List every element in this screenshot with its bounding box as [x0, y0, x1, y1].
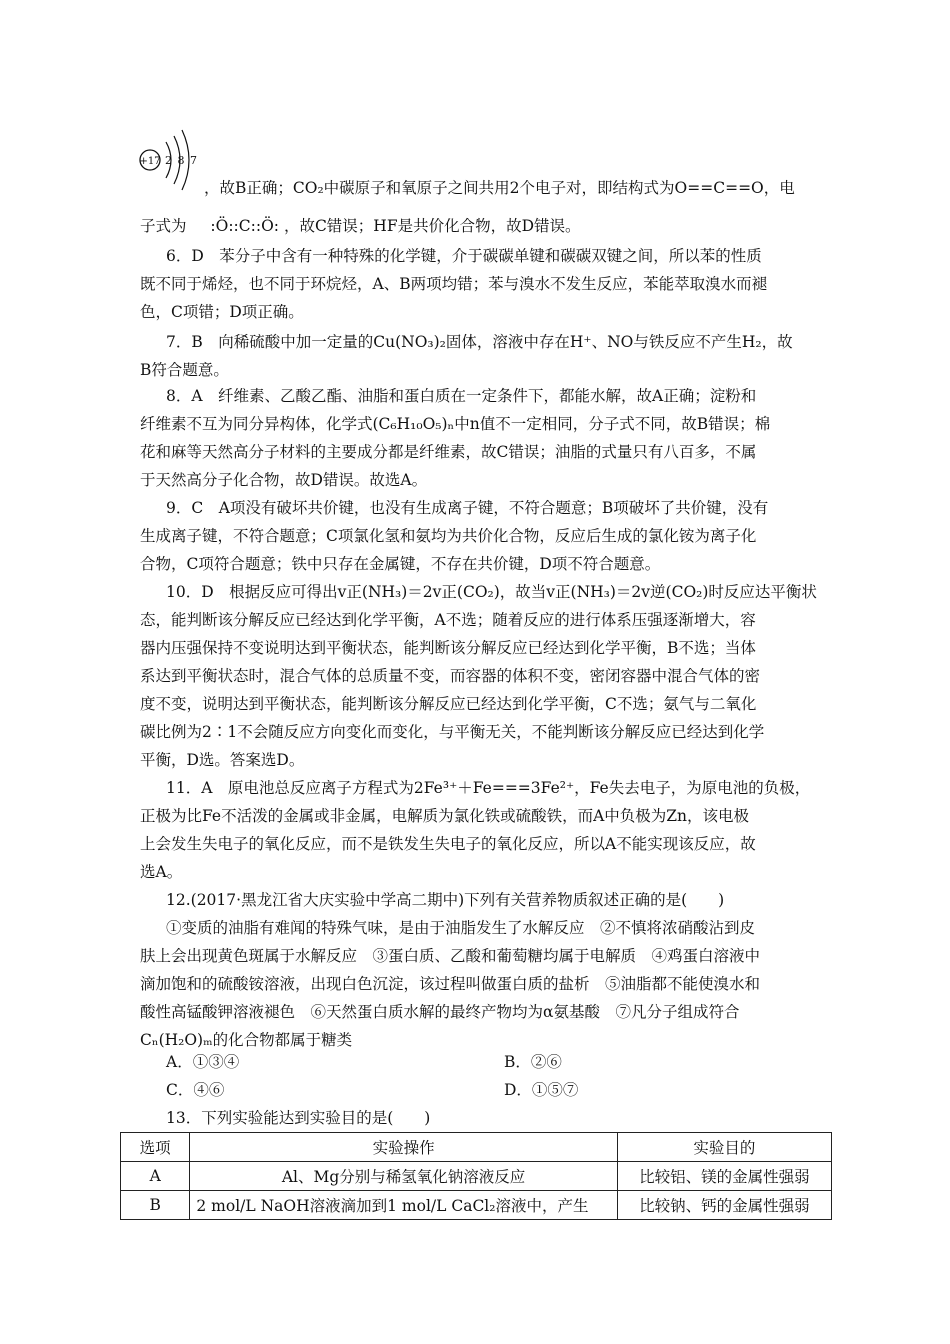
q12-option-b: B．②⑥ — [504, 1053, 562, 1071]
q12-statement-line-4: 酸性高锰酸钾溶液褪色 ⑥天然蛋白质水解的最终产物均为α氨基酸 ⑦凡分子组成符合 — [140, 1003, 740, 1021]
q12-option-d: D．①⑤⑦ — [504, 1081, 579, 1099]
q10-line-2: 态，能判断该分解反应已经达到化学平衡，A不选；随着反应的进行体系压强逐渐增大，容 — [140, 611, 756, 629]
row-a-purpose: 比较铝、镁的金属性强弱 — [617, 1162, 831, 1191]
q12-statement-line-1: ①变质的油脂有难闻的特殊气味，是由于油脂发生了水解反应 ②不慎将浓硝酸沾到皮 — [166, 919, 756, 937]
q6-line-2: 既不同于烯烃，也不同于环烷烃，A、B两项均错；苯与溴水不发生反应，苯能萃取溴水而褪 — [140, 275, 768, 293]
q8-line-1: 8．A 纤维素、乙酸乙酯、油脂和蛋白质在一定条件下，都能水解，故A正确；淀粉和 — [166, 387, 757, 405]
q10-line-7: 平衡，D选。答案选D。 — [140, 751, 305, 769]
q10-line-3: 器内压强保持不变说明达到平衡状态，能判断该分解反应已经达到化学平衡，B不选；当体 — [140, 639, 756, 657]
row-a-operation: Al、Mg分别与稀氢氧化钠溶液反应 — [190, 1162, 617, 1191]
q7-line-1: 7．B 向稀硫酸中加一定量的Cu(NO₃)₂固体，溶液中存在H⁺、NO与铁反应不产生H₂，故 — [166, 333, 793, 351]
q8-line-2: 纤维素不互为同分异构体，化学式(C₆H₁₀O₅)ₙ中n值不一定相同，分子式不同，故B错误；棉 — [140, 415, 771, 433]
q5-answer-line-2 — [140, 214, 581, 238]
table-row — [121, 1162, 832, 1191]
q10-line-4: 系达到平衡状态时，混合气体的总质量不变，而容器的体积不变，密闭容器中混合气体的密 — [140, 667, 761, 685]
q12-statement-line-3: 滴加饱和的硫酸铵溶液，出现白色沉淀，该过程叫做蛋白质的盐析 ⑤油脂都不能使溴水和 — [140, 975, 761, 993]
header-purpose: 实验目的 — [617, 1133, 831, 1162]
q8-line-4: 于天然高分子化合物，故D错误。故选A。 — [140, 471, 428, 489]
chlorine-atom-structure-diagram — [136, 120, 206, 200]
co2-electron-formula: :Ö::C::Ö: — [210, 217, 279, 235]
q5-line2-suffix: ，故C错误；HF是共价化合物，故D错误。 — [283, 217, 581, 235]
q5-line2-prefix: 子式为 — [140, 217, 187, 235]
row-b-option: B — [121, 1191, 190, 1220]
q6-line-1: 6．D 苯分子中含有一种特殊的化学键，介于碳碳单键和碳碳双键之间，所以苯的性质 — [166, 247, 762, 265]
q11-line-4: 选A。 — [140, 863, 183, 881]
q13-table — [120, 1132, 832, 1220]
table-header-row — [121, 1133, 832, 1162]
q12-option-c: C．④⑥ — [166, 1081, 225, 1099]
q11-line-3: 上会发生失电子的氧化反应，而不是铁发生失电子的氧化反应，所以A不能实现该反应，故 — [140, 835, 756, 853]
q13-stem: 13．下列实验能达到实验目的是( ) — [166, 1109, 431, 1127]
q5-answer-line-1: ，故B正确；CO₂中碳原子和氧原子之间共用2个电子对，即结构式为O==C==O，电 — [204, 179, 795, 197]
q10-line-1: 10．D 根据反应可得出v正(NH₃)＝2v正(CO₂)，故当v正(NH₃)＝2v逆(CO₂)时反应达平衡状 — [166, 583, 817, 601]
q9-line-2: 生成离子键，不符合题意；C项氯化氢和氨均为共价化合物，反应后生成的氯化铵为离子化 — [140, 527, 757, 545]
q11-line-2: 正极为比Fe不活泼的金属或非金属，电解质为氯化铁或硫酸铁，而A中负极为Zn，该电极 — [140, 807, 750, 825]
q12-stem: 12.(2017·黑龙江省大庆实验中学高二期中)下列有关营养物质叙述正确的是( ) — [166, 891, 725, 909]
q12-statement-line-5: Cₙ(H₂O)ₘ的化合物都属于糖类 — [140, 1031, 353, 1049]
header-operation: 实验操作 — [190, 1133, 617, 1162]
shell-electron-counts: 2 8 7 — [165, 154, 198, 167]
q7-line-2: B符合题意。 — [140, 361, 229, 379]
table-row — [121, 1191, 832, 1220]
header-option: 选项 — [121, 1133, 190, 1162]
q9-line-3: 合物，C项符合题意；铁中只存在金属键，不存在共价键，D项不符合题意。 — [140, 555, 661, 573]
q12-statement-line-2: 肤上会出现黄色斑属于水解反应 ③蛋白质、乙酸和葡萄糖均属于电解质 ④鸡蛋白溶液中 — [140, 947, 761, 965]
nucleus-charge: +17 — [139, 156, 161, 167]
q12-option-a: A．①③④ — [166, 1053, 240, 1071]
q10-line-5: 度不变，说明达到平衡状态，能判断该分解反应已经达到化学平衡，C不选；氨气与二氧化 — [140, 695, 757, 713]
q11-line-1: 11．A 原电池总反应离子方程式为2Fe³⁺＋Fe===3Fe²⁺，Fe失去电子，为原电池的负极， — [166, 779, 811, 797]
q10-line-6: 碳比例为2∶1不会随反应方向变化而变化，与平衡无关，不能判断该分解反应已经达到化学 — [140, 723, 765, 741]
q8-line-3: 花和麻等天然高分子材料的主要成分都是纤维素，故C错误；油脂的式量只有八百多，不属 — [140, 443, 757, 461]
row-b-purpose: 比较钠、钙的金属性强弱 — [617, 1191, 831, 1220]
q6-line-3: 色，C项错；D项正确。 — [140, 303, 304, 321]
q9-line-1: 9．C A项没有破坏共价键，也没有生成离子键，不符合题意；B项破坏了共价键，没有 — [166, 499, 769, 517]
row-a-option: A — [121, 1162, 190, 1191]
row-b-operation: 2 mol/L NaOH溶液滴加到1 mol/L CaCl₂溶液中，产生 — [190, 1191, 617, 1220]
